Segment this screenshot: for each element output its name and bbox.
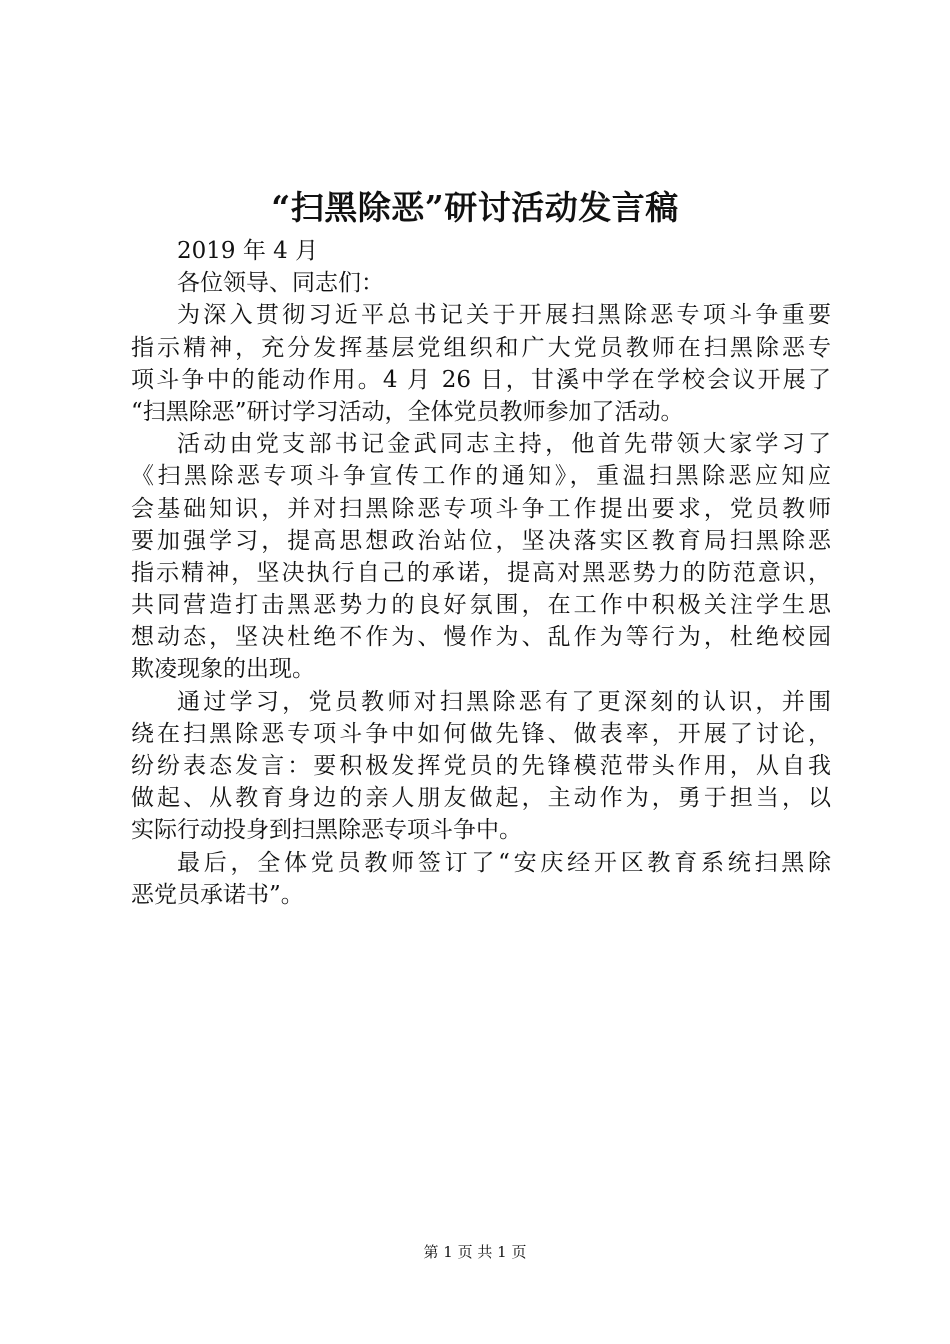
page-footer: 第 1 页 共 1 页 [423, 1243, 527, 1261]
paragraph-line: 想动态，坚决杜绝不作为、慢作为、乱作为等行为，杜绝校园 [131, 624, 831, 651]
paragraph-line: 纷纷表态发言：要积极发挥党员的先锋模范带头作用，从自我 [131, 753, 831, 779]
paragraph-line: 恶党员承诺书”。 [131, 881, 304, 908]
paragraph-4 [131, 847, 831, 911]
paragraph-1 [131, 299, 831, 428]
paragraph-line: 指示精神，坚决执行自己的承诺，提高对黑恶势力的防范意识， [131, 559, 831, 586]
document-date: 2019 年 4 月 [177, 238, 319, 264]
paragraph-line: “扫黑除恶”研讨学习活动，全体党员教师参加了活动。 [131, 398, 684, 425]
paragraph-line: 绕在扫黑除恶专项斗争中如何做先锋、做表率，开展了讨论， [131, 720, 831, 747]
paragraph-line: 做起、从教育身边的亲人朋友做起，主动作为，勇于担当，以 [131, 785, 831, 812]
document-body [131, 235, 831, 911]
paragraph-2 [131, 428, 831, 686]
paragraph-line: 要加强学习，提高思想政治站位，坚决落实区教育局扫黑除恶 [131, 527, 831, 554]
paragraph-line: 项斗争中的能动作用。4 月 26 日，甘溪中学在学校会议开展了 [131, 366, 831, 393]
paragraph-line: 欺凌现象的出现。 [131, 656, 315, 683]
paragraph-line: 最后，全体党员教师签订了“安庆经开区教育系统扫黑除 [177, 849, 831, 876]
paragraph-line: 《扫黑除恶专项斗争宣传工作的通知》，重温扫黑除恶应知应 [131, 463, 831, 490]
paragraph-line: 活动由党支部书记金武同志主持，他首先带领大家学习了 [177, 431, 831, 458]
paragraph-3 [131, 686, 831, 847]
salutation: 各位领导、同志们： [177, 270, 384, 297]
paragraph-line: 为深入贯彻习近平总书记关于开展扫黑除恶专项斗争重要 [177, 302, 831, 329]
paragraph-line: 通过学习，党员教师对扫黑除恶有了更深刻的认识，并围 [177, 688, 831, 715]
paragraph-line: 会基础知识，并对扫黑除恶专项斗争工作提出要求，党员教师 [131, 495, 831, 522]
paragraph-line: 实际行动投身到扫黑除恶专项斗争中。 [131, 817, 522, 844]
document-title: “扫黑除恶”研讨活动发言稿 [271, 188, 679, 227]
paragraph-line: 共同营造打击黑恶势力的良好氛围，在工作中积极关注学生思 [131, 592, 831, 619]
paragraph-line: 指示精神，充分发挥基层党组织和广大党员教师在扫黑除恶专 [131, 334, 831, 361]
